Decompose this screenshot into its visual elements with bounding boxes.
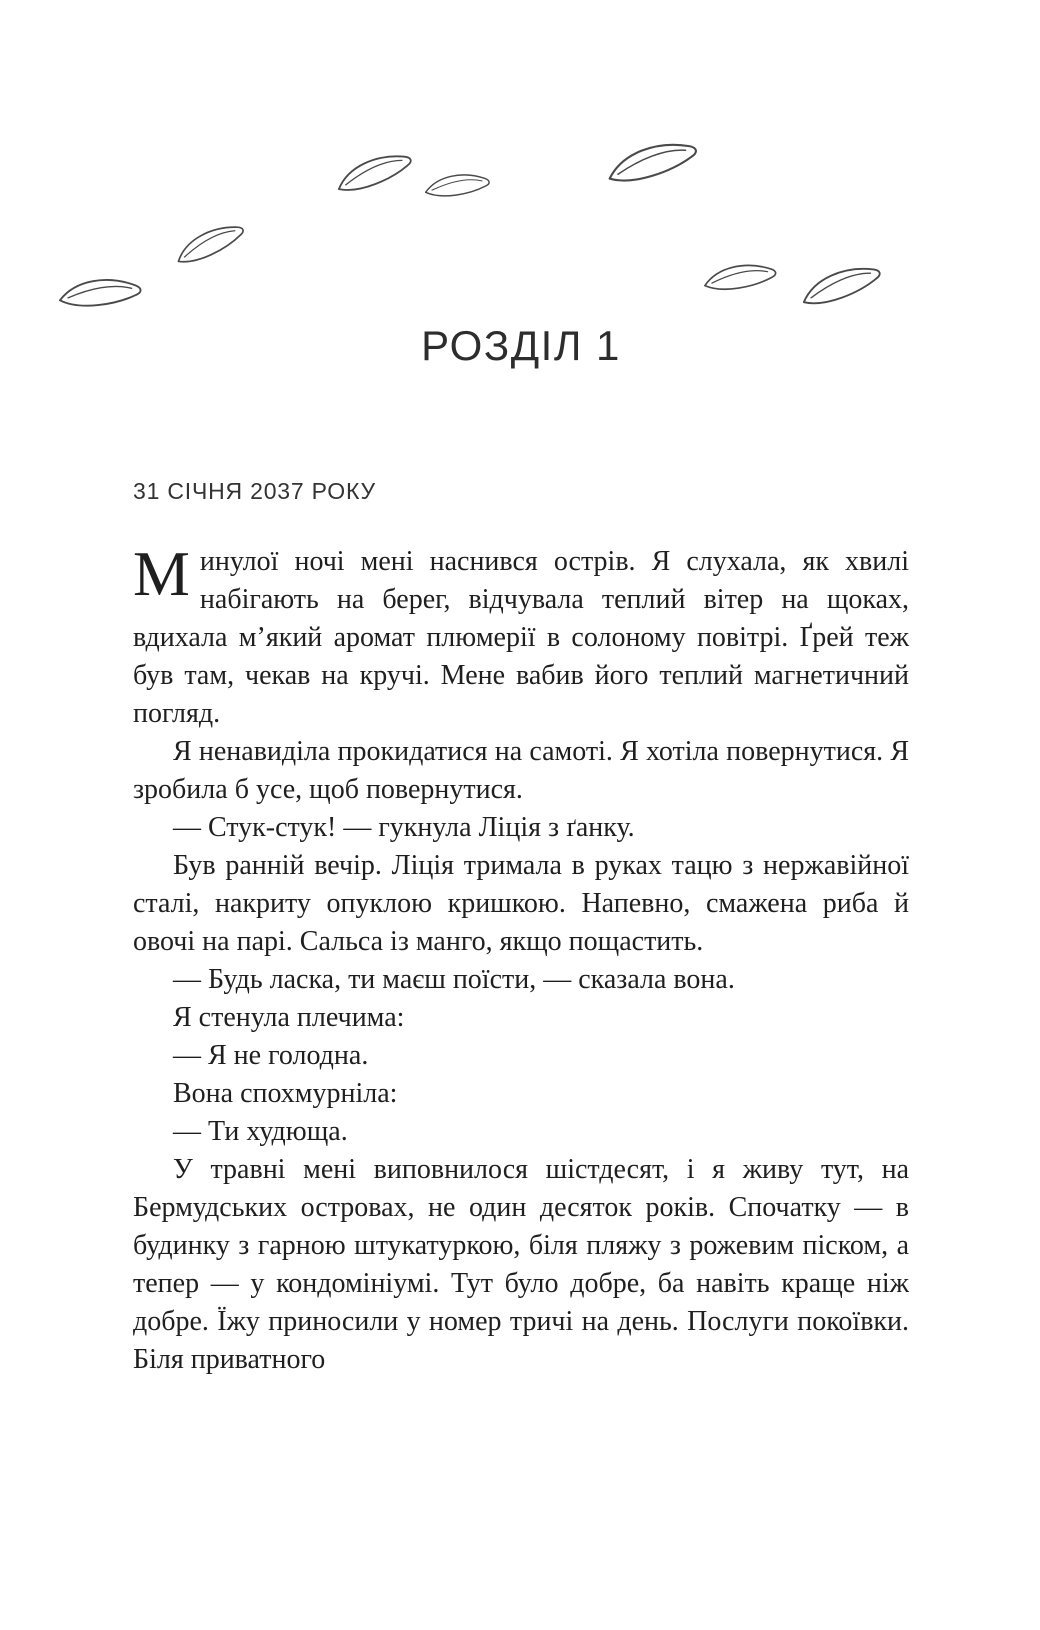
page-content — [133, 0, 909, 1379]
body-paragraph: — Ти худюща. — [173, 1116, 348, 1147]
body-paragraph: Я ненавиділа прокидатися на самоті. Я хотіла повернутися. Я зробила б усе, щоб повернутися. — [133, 736, 909, 805]
body-paragraph: — Стук-стук! — гукнула Ліція з ґанку. — [173, 812, 635, 843]
body-paragraph: Я стенула плечима: — [173, 1002, 405, 1033]
body-text — [133, 505, 909, 1379]
body-paragraph: Вона спохмурніла: — [173, 1078, 398, 1109]
body-paragraph: — Я не голодна. — [173, 1040, 369, 1071]
body-paragraph: У травні мені виповнилося шістдесят, і я живу тут, на Бермудських островах, не один десяток років. Спочатку — в будинку з гарною штукатуркою, біля пляжу з рожевим піском, а тепер — у кондомініумі. Тут було добре, ба навіть краще ніж добре. Їжу приносили у номер тричі на день. Послуги покоївки. Біля приватного — [133, 1154, 909, 1375]
drop-cap: М — [133, 538, 190, 609]
chapter-title: РОЗДІЛ 1 — [421, 322, 621, 369]
body-paragraph: Був ранній вечір. Ліція тримала в руках тацю з нержавійної сталі, накриту опуклою кришкою. Напевно, смажена риба й овочі на парі. Сальса із манго, якщо пощастить. — [133, 850, 909, 957]
body-paragraph — [133, 538, 909, 733]
date-heading: 31 СІЧНЯ 2037 РОКУ — [133, 478, 376, 504]
body-paragraph: — Будь ласка, ти маєш поїсти, — сказала вона. — [173, 964, 735, 995]
paragraph-text: инулої ночі мені наснився острів. Я слухала, як хвилі набігають на берег, відчувала теплий вітер на щоках, вдихала м’який аромат плюмерії в солоному повітрі. Ґрей теж був там, чекав на кручі. Мене вабив його теплий магнетичний погляд. — [133, 546, 909, 729]
